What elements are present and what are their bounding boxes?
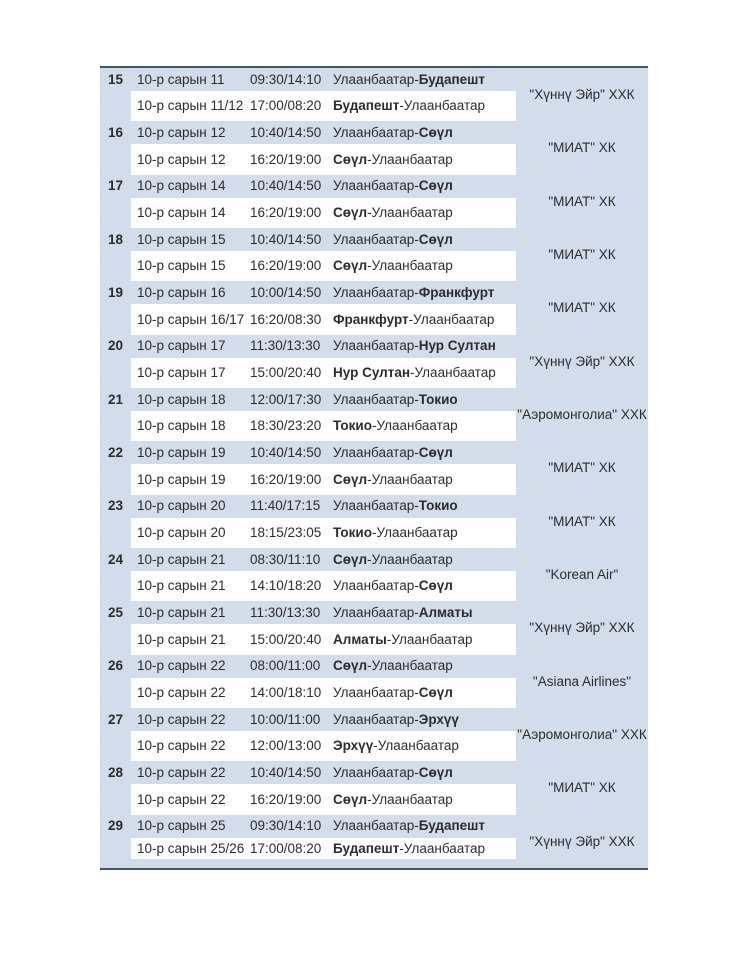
route-city-bold: Будапешт (333, 98, 400, 114)
table-row (100, 601, 648, 654)
date-cell: 10-р сарын 22 (137, 791, 226, 807)
airline-cell: "Хүннү Эйр" ХХК (529, 87, 635, 103)
date-cell: 10-р сарын 21 (137, 631, 226, 647)
row-number-cell: 18 (107, 231, 124, 247)
route-tail-text: -Улаанбаатар (410, 365, 496, 381)
route-cell (332, 313, 516, 327)
time-cell: 18:30/23:20 (250, 418, 322, 434)
row-number-cell: 19 (107, 285, 124, 301)
airline-cell: "Asiana Airlines" (532, 673, 632, 689)
route-tail-text: -Улаанбаатар (386, 631, 473, 647)
route-city-bold: Токио (333, 418, 372, 434)
route-city-bold: Сөүл (418, 445, 453, 461)
route-city-bold: Будапешт (418, 71, 486, 87)
route-city-bold: Сөүл (418, 178, 453, 194)
flight-schedule-table (100, 66, 648, 870)
time-cell: 18:15/23:05 (250, 525, 322, 541)
row-number-cell: 24 (107, 551, 124, 567)
route-tail-text: -Улаанбаатар (371, 418, 458, 434)
time-cell: 15:00/20:40 (250, 365, 322, 381)
route-cell (332, 126, 516, 140)
route-cell (332, 233, 516, 247)
row-number-cell: 26 (107, 658, 124, 674)
date-cell: 10-р сарын 16 (137, 285, 226, 301)
table-row (100, 441, 648, 494)
route-tail-text: -Улаанбаатар (408, 311, 495, 327)
time-cell: 10:40/14:50 (250, 125, 322, 141)
route-city-bold: Токио (333, 525, 372, 541)
route-tail-text: -Улаанбаатар (367, 551, 453, 567)
route-cell (332, 99, 516, 113)
route-origin-text: Улаанбаатар- (333, 685, 419, 701)
route-city-bold: Сөүл (418, 231, 453, 247)
table-row (100, 495, 648, 548)
date-cell: 10-р сарын 17 (137, 365, 226, 381)
route-cell (332, 842, 516, 856)
route-origin-text: Улаанбаатар- (333, 285, 419, 301)
route-city-bold: Сөүл (418, 125, 453, 141)
date-cell: 10-р сарын 15 (137, 231, 226, 247)
date-cell: 10-р сарын 22 (137, 658, 226, 674)
route-city-bold: Франкфурт (418, 285, 495, 301)
time-cell: 11:30/13:30 (250, 338, 321, 354)
date-cell: 10-р сарын 18 (137, 418, 226, 434)
route-cell (332, 526, 516, 540)
route-cell (332, 579, 516, 593)
table-row (100, 335, 648, 388)
time-cell: 08:30/11:10 (250, 551, 321, 567)
route-cell (332, 419, 516, 433)
table-row (100, 121, 648, 174)
date-cell: 10-р сарын 22 (137, 765, 226, 781)
route-cell (332, 73, 516, 87)
row-number-cell: 15 (107, 71, 124, 87)
airline-cell: "МИАТ" ХК (548, 193, 616, 209)
time-cell: 12:00/17:30 (250, 391, 322, 407)
route-origin-text: Улаанбаатар- (333, 391, 419, 407)
route-origin-text: Улаанбаатар- (333, 71, 419, 87)
route-origin-text: Улаанбаатар- (333, 711, 419, 727)
route-cell (332, 153, 516, 167)
row-number-cell: 20 (107, 338, 124, 354)
route-cell (332, 366, 516, 380)
row-number-cell: 27 (107, 711, 124, 727)
route-tail-text: -Улаанбаатар (367, 205, 453, 221)
date-cell: 10-р сарын 14 (137, 205, 226, 221)
row-number-cell: 25 (107, 605, 124, 621)
time-cell: 16:20/19:00 (250, 471, 322, 487)
time-cell: 09:30/14:10 (250, 71, 322, 87)
route-tail-text: -Улаанбаатар (367, 791, 453, 807)
route-origin-text: Улаанбаатар- (333, 338, 419, 354)
date-cell: 10-р сарын 22 (137, 711, 226, 727)
table-row (100, 281, 648, 334)
row-number-cell: 29 (107, 818, 124, 834)
route-city-bold: Эрхүү (418, 711, 459, 727)
time-cell: 17:00/08:20 (250, 98, 322, 114)
route-cell (332, 286, 516, 300)
row-number-cell: 22 (107, 445, 124, 461)
route-cell (332, 393, 516, 407)
date-cell: 10-р сарын 19 (137, 445, 226, 461)
row-number-cell: 28 (107, 765, 124, 781)
route-cell (332, 633, 516, 647)
date-cell: 10-р сарын 12 (137, 125, 226, 141)
table-row (100, 68, 648, 121)
time-cell: 16:20/08:30 (250, 311, 322, 327)
route-origin-text: Улаанбаатар- (333, 578, 419, 594)
time-cell: 10:00/14:50 (250, 285, 322, 301)
route-cell (332, 659, 516, 673)
route-tail-text: -Улаанбаатар (367, 258, 453, 274)
date-cell: 10-р сарын 11/12 (137, 98, 244, 114)
airline-cell: "Хүннү Эйр" ХХК (529, 353, 635, 369)
route-origin-text: Улаанбаатар- (333, 498, 419, 514)
route-cell (332, 739, 516, 753)
airline-cell: "Аэромонголиа" ХХК (517, 407, 647, 423)
route-cell (332, 553, 516, 567)
route-origin-text: Улаанбаатар- (333, 818, 419, 834)
route-cell (332, 179, 516, 193)
route-city-bold: Сөүл (333, 151, 368, 167)
time-cell: 14:10/18:20 (250, 578, 322, 594)
route-city-bold: Токио (418, 391, 458, 407)
time-cell: 17:00/08:20 (250, 840, 322, 856)
table-row (100, 175, 648, 228)
time-cell: 11:40/17:15 (250, 498, 321, 514)
airline-cell: "Хүннү Эйр" ХХК (529, 620, 635, 636)
route-origin-text: Улаанбаатар- (333, 231, 419, 247)
route-city-bold: Алматы (418, 605, 473, 621)
date-cell: 10-р сарын 21 (137, 578, 226, 594)
table-row (100, 815, 648, 868)
route-cell (332, 446, 516, 460)
date-cell: 10-р сарын 25/26 (137, 840, 245, 856)
route-cell (332, 499, 516, 513)
date-cell: 10-р сарын 22 (137, 685, 226, 701)
route-cell (332, 766, 516, 780)
route-origin-text: Улаанбаатар- (333, 125, 419, 141)
route-cell (332, 339, 516, 353)
date-cell: 10-р сарын 11 (137, 71, 225, 87)
table-row (100, 708, 648, 761)
time-cell: 10:40/14:50 (250, 445, 322, 461)
table-row (100, 548, 648, 601)
time-cell: 10:40/14:50 (250, 231, 322, 247)
date-cell: 10-р сарын 20 (137, 498, 226, 514)
route-city-bold: Сөүл (333, 658, 368, 674)
time-cell: 16:20/19:00 (250, 151, 322, 167)
route-tail-text: -Улаанбаатар (399, 98, 486, 114)
route-city-bold: Сөүл (333, 258, 368, 274)
route-city-bold: Сөүл (333, 791, 368, 807)
row-number-cell: 16 (107, 125, 124, 141)
date-cell: 10-р сарын 14 (137, 178, 226, 194)
airline-cell: "МИАТ" ХК (548, 780, 616, 796)
time-cell: 10:00/11:00 (250, 711, 321, 727)
date-cell: 10-р сарын 21 (137, 605, 226, 621)
date-cell: 10-р сарын 22 (137, 738, 226, 754)
route-city-bold: Будапешт (333, 840, 400, 856)
route-origin-text: Улаанбаатар- (333, 178, 419, 194)
time-cell: 15:00/20:40 (250, 631, 322, 647)
time-cell: 12:00/13:00 (250, 738, 322, 754)
route-origin-text: Улаанбаатар- (333, 605, 419, 621)
airline-cell: "Korean Air" (545, 567, 619, 583)
route-city-bold: Будапешт (418, 818, 486, 834)
time-cell: 09:30/14:10 (250, 818, 322, 834)
route-city-bold: Эрхүү (333, 738, 374, 754)
date-cell: 10-р сарын 17 (137, 338, 226, 354)
table-row (100, 388, 648, 441)
airline-cell: "Аэромонголиа" ХХК (517, 727, 647, 743)
route-cell (332, 473, 516, 487)
route-origin-text: Улаанбаатар- (333, 765, 419, 781)
route-tail-text: -Улаанбаатар (367, 471, 453, 487)
row-number-cell: 23 (107, 498, 124, 514)
row-number-cell: 17 (107, 178, 124, 194)
route-city-bold: Сөүл (333, 551, 368, 567)
route-tail-text: -Улаанбаатар (371, 525, 458, 541)
route-cell (332, 713, 516, 727)
date-cell: 10-р сарын 18 (137, 391, 226, 407)
airline-cell: "МИАТ" ХК (548, 300, 616, 316)
airline-cell: "МИАТ" ХК (548, 247, 616, 263)
time-cell: 16:20/19:00 (250, 791, 322, 807)
table-row (100, 655, 648, 708)
route-cell (332, 259, 516, 273)
route-city-bold: Франкфурт (333, 311, 409, 327)
date-cell: 10-р сарын 21 (137, 551, 226, 567)
route-city-bold: Сөүл (333, 205, 368, 221)
route-city-bold: Алматы (333, 631, 387, 647)
date-cell: 10-р сарын 19 (137, 471, 226, 487)
route-city-bold: Сөүл (418, 685, 453, 701)
route-city-bold: Токио (418, 498, 458, 514)
route-city-bold: Нур Султан (333, 365, 411, 381)
time-cell: 10:40/14:50 (250, 178, 322, 194)
time-cell: 16:20/19:00 (250, 205, 322, 221)
table-row (100, 761, 648, 814)
airline-cell: "МИАТ" ХК (548, 460, 616, 476)
time-cell: 08:00/11:00 (250, 658, 321, 674)
route-city-bold: Нур Султан (418, 338, 496, 354)
route-tail-text: -Улаанбаатар (399, 840, 486, 856)
date-cell: 10-р сарын 12 (137, 151, 226, 167)
table-row (100, 228, 648, 281)
airline-cell: "Хүннү Эйр" ХХК (529, 833, 635, 849)
route-city-bold: Сөүл (333, 471, 368, 487)
date-cell: 10-р сарын 15 (137, 258, 226, 274)
route-cell (332, 793, 516, 807)
route-cell (332, 686, 516, 700)
date-cell: 10-р сарын 16/17 (137, 311, 245, 327)
route-tail-text: -Улаанбаатар (367, 151, 453, 167)
date-cell: 10-р сарын 20 (137, 525, 226, 541)
route-city-bold: Сөүл (418, 578, 453, 594)
route-tail-text: -Улаанбаатар (373, 738, 459, 754)
airline-cell: "МИАТ" ХК (548, 513, 616, 529)
time-cell: 11:30/13:30 (250, 605, 321, 621)
date-cell: 10-р сарын 25 (137, 818, 226, 834)
route-tail-text: -Улаанбаатар (367, 658, 453, 674)
airline-cell: "МИАТ" ХК (548, 140, 616, 156)
row-number-cell: 21 (107, 391, 124, 407)
route-cell (332, 819, 516, 833)
route-cell (332, 606, 516, 620)
route-cell (332, 206, 516, 220)
time-cell: 16:20/19:00 (250, 258, 322, 274)
route-city-bold: Сөүл (418, 765, 453, 781)
time-cell: 10:40/14:50 (250, 765, 322, 781)
route-origin-text: Улаанбаатар- (333, 445, 419, 461)
time-cell: 14:00/18:10 (250, 685, 322, 701)
